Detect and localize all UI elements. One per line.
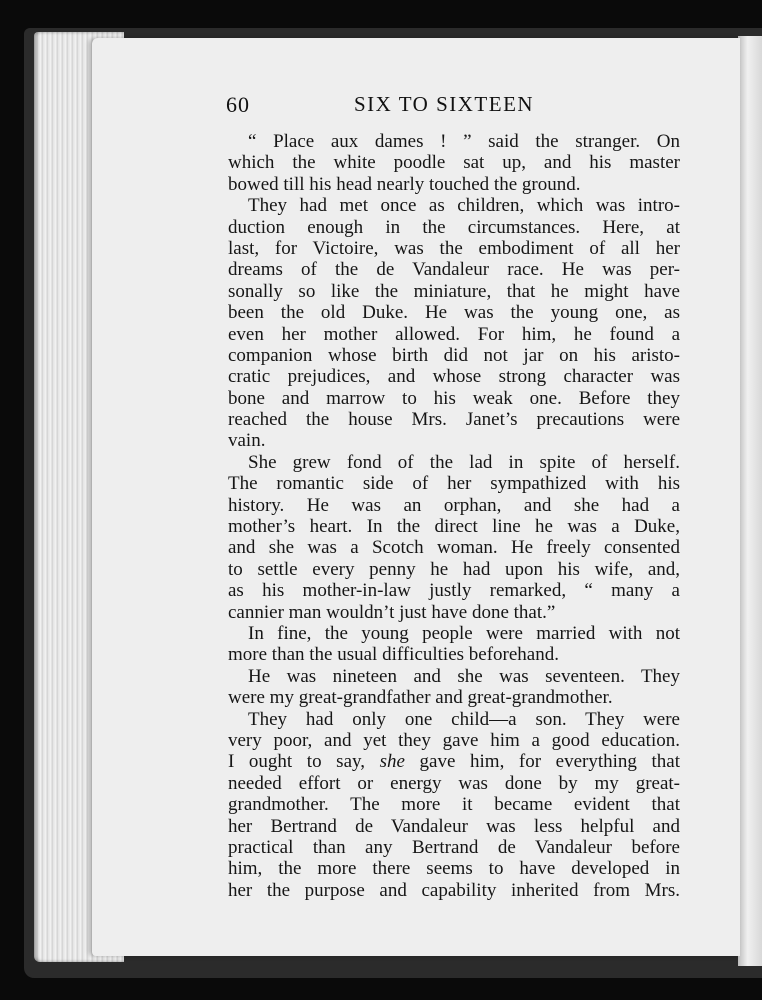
text-line: more than the usual difficulties beforehand. bbox=[228, 644, 559, 666]
text-line: her the purpose and capability inherited from Mrs. bbox=[228, 879, 680, 901]
text-line: grandmother. The more it became evident that bbox=[228, 794, 680, 816]
text-line: They had only one child—a son. They were bbox=[248, 708, 680, 730]
text-line: mother’s heart. In the direct line he was a Duke, bbox=[228, 516, 680, 538]
text-line: as his mother-in-law justly remarked, “ many a bbox=[228, 580, 680, 602]
text-line: him, the more there seems to have developed in bbox=[228, 858, 680, 880]
text-line: to settle every penny he had upon his wife, and, bbox=[228, 558, 680, 580]
text-line: her Bertrand de Vandaleur was less helpful and bbox=[228, 815, 680, 837]
text-line: She grew fond of the lad in spite of herself. bbox=[248, 451, 680, 473]
text-line: The romantic side of her sympathized with his bbox=[228, 473, 680, 495]
text-line: very poor, and yet they gave him a good education. bbox=[228, 729, 680, 751]
text-line: sonally so like the miniature, that he might have bbox=[228, 280, 680, 302]
text-line: cannier man wouldn’t just have done that.” bbox=[228, 601, 556, 623]
text-line: last, for Victoire, was the embodiment of all her bbox=[228, 237, 680, 259]
text-line: even her mother allowed. For him, he found a bbox=[228, 323, 680, 345]
text-line: needed effort or energy was done by my great- bbox=[228, 772, 680, 794]
text-line: companion whose birth did not jar on his aristo- bbox=[228, 344, 680, 366]
running-head bbox=[226, 92, 678, 122]
text-line: dreams of the de Vandaleur race. He was per- bbox=[228, 259, 680, 281]
text-line: which the white poodle sat up, and his master bbox=[228, 152, 680, 174]
text-line: They had met once as children, which was intro- bbox=[248, 195, 680, 217]
text-line: history. He was an orphan, and she had a bbox=[228, 494, 680, 516]
facing-page-edge bbox=[738, 36, 762, 966]
text-line: been the old Duke. He was the young one, as bbox=[228, 302, 680, 324]
text-line: reached the house Mrs. Janet’s precautions were bbox=[228, 409, 680, 431]
text-line: He was nineteen and she was seventeen. They bbox=[248, 665, 680, 687]
text-line: cratic prejudices, and whose strong character was bbox=[228, 366, 680, 388]
running-title: SIX TO SIXTEEN bbox=[354, 92, 535, 116]
text-line: bone and marrow to his weak one. Before they bbox=[228, 387, 680, 409]
text-line: vain. bbox=[228, 430, 266, 452]
text-line: I ought to say, she gave him, for everything that bbox=[228, 751, 681, 773]
text-line: were my great-grandfather and great-grandmother. bbox=[228, 687, 613, 709]
text-line: and she was a Scotch woman. He freely consented bbox=[228, 537, 680, 559]
text-line: duction enough in the circumstances. Here, at bbox=[228, 216, 680, 238]
text-line: practical than any Bertrand de Vandaleur before bbox=[228, 836, 680, 858]
page-number: 60 bbox=[226, 92, 250, 117]
text-line: bowed till his head nearly touched the ground. bbox=[228, 173, 581, 195]
emphasis: she bbox=[379, 751, 405, 773]
text-line: “ Place aux dames ! ” said the stranger. On bbox=[248, 131, 680, 152]
body-text bbox=[228, 131, 680, 901]
text-line: In fine, the young people were married with not bbox=[248, 622, 680, 644]
